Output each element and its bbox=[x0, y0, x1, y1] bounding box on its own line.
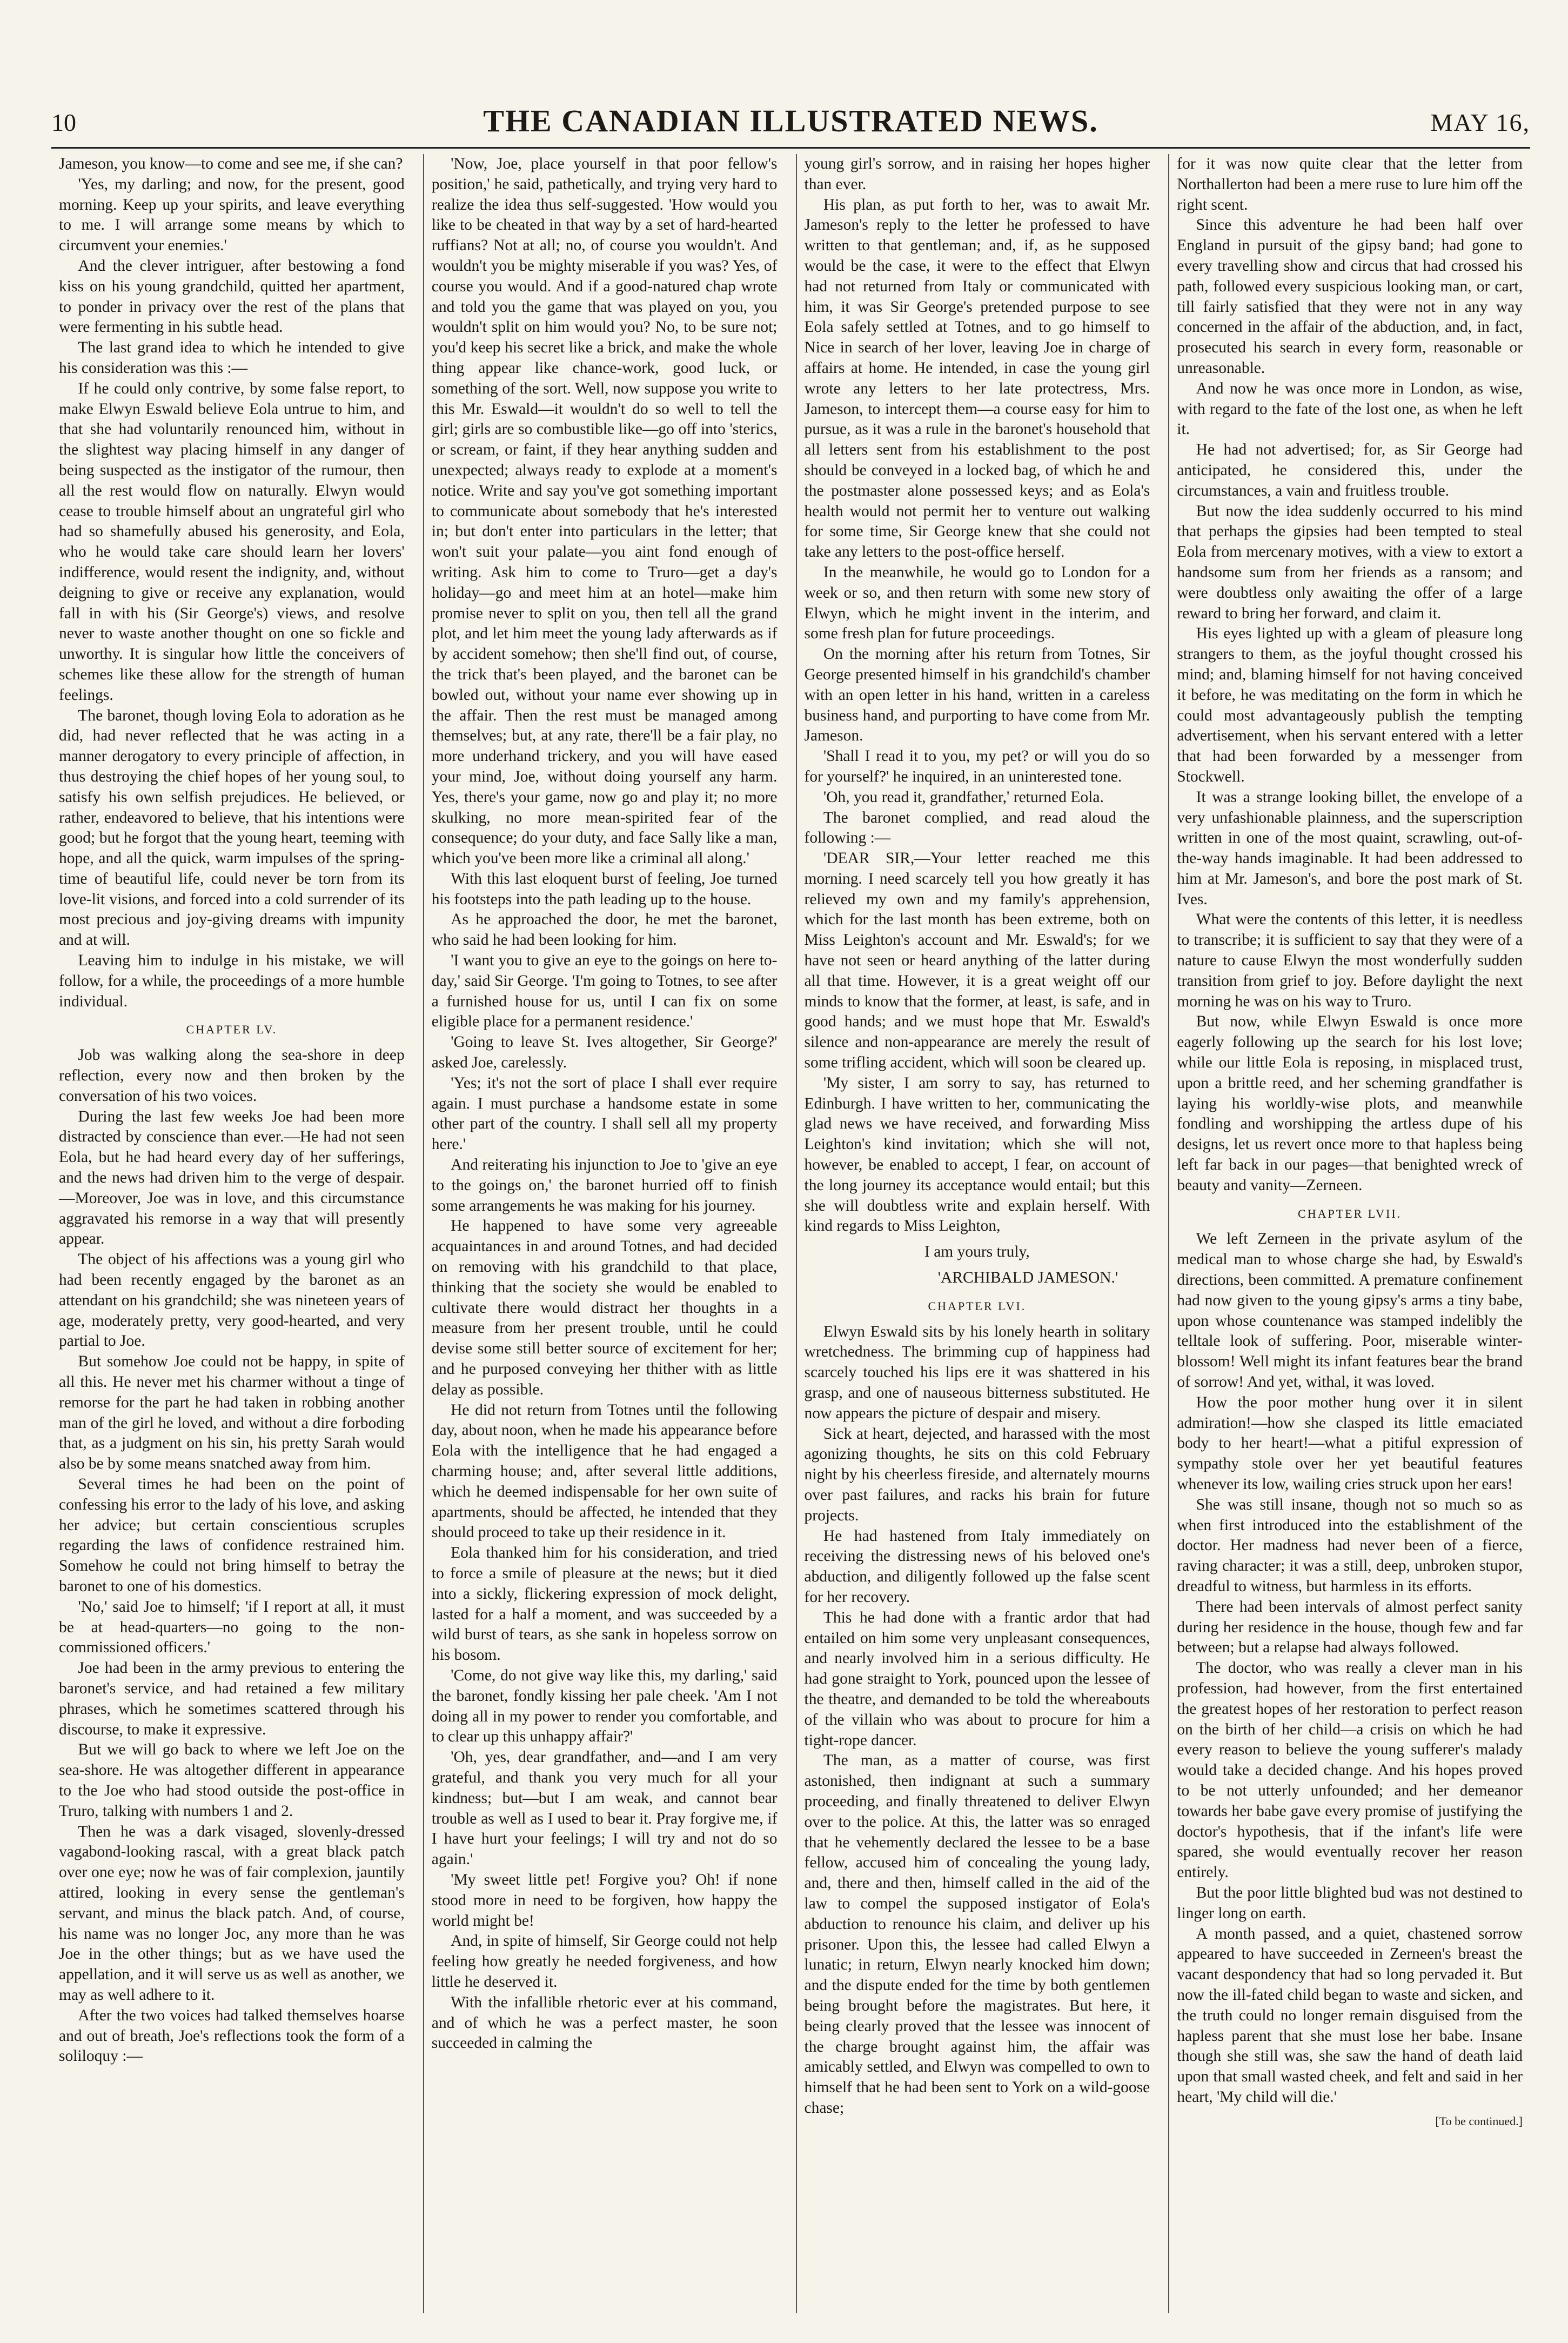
paragraph: 'My sweet little pet! Forgive you? Oh! if none stood more in need to be forgiven, how happy the world might be! bbox=[431, 1871, 778, 1930]
paragraph: His eyes lighted up with a gleam of pleasure long strangers to them, as the joyful thought crossed his mind; and, blaming himself for not having conceived it before, he was meditating on the form in which he could most advantageously publish the tempting advertisement, when his servant entered with a letter that had been forwarded by a messenger from Stockwell. bbox=[1177, 625, 1523, 785]
paragraph: for it was now quite clear that the letter from Northallerton had been a mere ruse to lure him off the right scent. bbox=[1177, 155, 1523, 213]
paragraph: 'Oh, yes, dear grandfather, and—and I am very grateful, and thank you very much for all your kindness; but—but I am weak, and cannot bear trouble as well as I used to bear it. Pray forgive me, if I have hurt your feelings; I will try and not do so again.' bbox=[431, 1748, 778, 1868]
paragraph: He had not advertised; for, as Sir George had anticipated, he considered this, under the circumstances, a vain and fruitless trouble. bbox=[1177, 441, 1523, 499]
paragraph: But somehow Joe could not be happy, in spite of all this. He never met his charmer without a tinge of remorse for the part he had taken in robbing another man of the girl he loved, and without a dire forboding that, as a judgment on his sin, his pretty Sarah would also be by some means snatched away from him. bbox=[59, 1353, 405, 1473]
paragraph: 'I want you to give an eye to the goings on here to-day,' said Sir George. 'I'm going to Totnes, to see after a furnished house for us, until I can fix on some eligible place for a permanent residence.' bbox=[431, 952, 778, 1031]
paragraph: 'Oh, you read it, grandfather,' returned Eola. bbox=[823, 788, 1104, 806]
paragraph: 'My sister, I am sorry to say, has returned to Edinburgh. I have written to her, communicating the glad news we have received, and forwarding Miss Leighton's kind invitation; which she will not, however, be enabled to accept, I fear, on account of the long journey its acceptance would entail; but this she will doubtless write and explain herself. With kind regards to Miss Leighton, bbox=[804, 1074, 1150, 1235]
paragraph: The baronet complied, and read aloud the following :— bbox=[804, 809, 1150, 847]
paragraph: During the last few weeks Joe had been more distracted by conscience than ever.—He had not seen Eola, but he had heard every day of her sufferings, and the news had driven him to the verge of despair.—Moreover, Joe was in love, and this circumstance aggravated his remorse in a way that will presently appear. bbox=[59, 1107, 405, 1248]
continued-note: [To be continued.] bbox=[1435, 2114, 1523, 2128]
paragraph: If he could only contrive, by some false report, to make Elwyn Eswald believe Eola untrue to him, and that she had voluntarily renounced him, without in the slightest way placing himself in any danger of being suspected as the instigator of the rumour, then all the rest would flow on naturally. Elwyn would cease to trouble himself about an ungrateful girl who had so shamefully abused his generosity, and Eola, who he would take care should learn her lovers' indifference, would resent the indignity, and, without deigning to give or receive any explanation, would fall in with his (Sir George's) views, and resolve never to waste another thought on one so fickle and unworthy. It is singular how little the conceivers of schemes like these allow for the strength of human feelings. bbox=[59, 379, 405, 704]
paragraph: But we will go back to where we left Joe on the sea-shore. He was altogether different in appearance to the Joe who had stood outside the post-office in Truro, talking with numbers 1 and 2. bbox=[59, 1741, 405, 1820]
paragraph: Sick at heart, dejected, and harassed with the most agonizing thoughts, he sits on this cold February night by his cheerless fireside, and alternately mourns over past failures, and racks his brain for future projects. bbox=[804, 1425, 1150, 1524]
paragraph: How the poor mother hung over it in silent admiration!—how she clasped its little emaciated body to her heart!—what a pitiful expression of sympathy stole over her yet beautiful features whenever its low, wailing cries struck upon her ears! bbox=[1177, 1393, 1523, 1493]
paragraph: He had hastened from Italy immediately on receiving the distressing news of his beloved one's abduction, and diligently followed up the false scent for her recovery. bbox=[804, 1527, 1150, 1606]
paragraph: What were the contents of this letter, it is needless to transcribe; it is sufficient to say that they were of a nature to cause Elwyn the most wonderfully sudden transition from grief to joy. Before daylight the next morning he was on his way to Truro. bbox=[1177, 911, 1523, 1010]
newspaper-title: THE CANADIAN ILLUSTRATED NEWS. bbox=[483, 103, 1098, 138]
paragraph: 'Going to leave St. Ives altogether, Sir George?' asked Joe, carelessly. bbox=[431, 1033, 778, 1072]
paragraph: A month passed, and a quiet, chastened sorrow appeared to have succeeded in Zerneen's breast the vacant despondency that had so long pervaded it. But now the ill-fated child began to waste and sicken, and the truth could no longer remain disguised from the hapless parent that she must lose her babe. Insane though she still was, she saw the hand of death laid upon that small wasted cheek, and felt and said in her heart, 'My child will die.' bbox=[1177, 1925, 1523, 2106]
paragraph: But now, while Elwyn Eswald is once more eagerly following up the search for his lost love; while our little Eola is reposing, in misplaced trust, upon a brittle reed, and her scheming grandfather is laying his worldly-wise plots, and meanwhile fondling and worshipping the artless dupe of his designs, let us revert once more to that hapless being left far back in our pages—that benighted wreck of beauty and vanity—Zerneen. bbox=[1177, 1013, 1523, 1194]
masthead bbox=[51, 103, 1530, 146]
paragraph: But now the idea suddenly occurred to his mind that perhaps the gipsies had been tempted to steal Eola from mercenary motives, with a view to extort a handsome sum from her friends as a ransom; and were doubtless only awaiting the offer of a large reward to bring her forward, and claim it. bbox=[1177, 502, 1523, 622]
paragraph: There had been intervals of almost perfect sanity during her residence in the house, though few and far between; but a relapse had always followed. bbox=[1177, 1598, 1523, 1657]
paragraph: It was a strange looking billet, the envelope of a very unfashionable plainness, and the superscription written in one of the most quaint, scrawling, out-of-the-way hands imaginable. It had been addressed to him at Mr. Jameson's, and bore the post mark of St. Ives. bbox=[1177, 788, 1523, 908]
paragraph: Joe had been in the army previous to entering the baronet's service, and had retained a few military phrases, which he sometimes scattered through his discourse, to make it expressive. bbox=[59, 1659, 405, 1738]
paragraph: 'Yes; it's not the sort of place I shall ever require again. I must purchase a handsome estate in some other part of the country. I shall sell all my property here.' bbox=[431, 1074, 778, 1153]
paragraph: Then he was a dark visaged, slovenly-dressed vagabond-looking rascal, with a great black patch over one eye; now he was of fair complexion, jauntily attired, looking in every sense the gentleman's servant, and minus the black patch. And, of course, his name was no longer Joc, any more than he was Joe in the other things; but as we have used the appellation, and it will serve us as well as another, we may as well adhere to it. bbox=[59, 1823, 405, 2004]
chapter-heading: CHAPTER LV. bbox=[186, 1023, 278, 1037]
issue-date: MAY 16, bbox=[1430, 109, 1530, 136]
paragraph: And, in spite of himself, Sir George could not help feeling how greatly he needed forgiveness, and how little he deserved it. bbox=[431, 1932, 778, 1991]
paragraph: 'Come, do not give way like this, my darling,' said the baronet, fondly kissing her pale cheek. 'Am I not doing all in my power to render you comfortable, and to clear up this unhappy affair?' bbox=[431, 1666, 778, 1746]
paragraph: We left Zerneen in the private asylum of the medical man to whose charge she had, by Eswald's directions, been committed. A premature confinement had now given to the young gipsy's arms a tiny babe, upon whose countenance was stamped indelibly the telltale look of suffering. Poor, miserable winter-blossom! Well might its infant features bear the brand of sorrow! And yet, withal, it was loved. bbox=[1177, 1230, 1523, 1391]
paragraph: Job was walking along the sea-shore in deep reflection, every now and then broken by the conversation of his two voices. bbox=[59, 1046, 405, 1105]
paragraph: 'DEAR SIR,—Your letter reached me this morning. I need scarcely tell you how greatly it has relieved my own and my family's apprehension, which for the last month has been extreme, both on Miss Leighton's account and Mr. Eswald's; for we have not seen or heard anything of the latter during all that time. However, it is a great weight off our minds to know that the former, at least, is safe, and in good hands; and we must hope that Mr. Eswald's silence and non-appearance are merely the result of some trifling accident, which will soon be cleared up. bbox=[804, 850, 1150, 1072]
paragraph: With the infallible rhetoric ever at his command, and of which he was a perfect master, he soon succeeded in calming the bbox=[431, 1993, 778, 2052]
paragraph: 'Now, Joe, place yourself in that poor fellow's position,' he said, pathetically, and trying very hard to realize the idea thus self-suggested. 'How would you like to be cheated in that way by a set of hard-hearted ruffians? Not at all; no, of course you wouldn't. And wouldn't you be mighty miserable if you was? Yes, of course you would. And if a good-natured chap wrote and told you the game that was played on you, you wouldn't split on him would you? No, to be sure not; you'd keep his secret like a brick, and make the whole thing appear like chance-work, good luck, or something of the sort. Well, now suppose you write to this Mr. Eswald—it wouldn't do so well to tell the girl; girls are so combustible like—go off into 'sterics, or scream, or faint, if they hear anything sudden and unexpected; always ready to explode at a moment's notice. Write and say you've got something important to communicate about somebody that he's interested in; but don't enter into particulars in the letter; that won't suit your palate—you aint fond enough of writing. Ask him to come to Truro—get a day's holiday—go and meet him at an hotel—make him promise never to split on you, then tell all the grand plot, and let him meet the young lady afterwards as if by accident somehow; then she'll find out, of course, the trick that's been played, and the baronet can be bowled out, without your name ever showing up in the affair. Then the rest must be managed among themselves; but, at any rate, there'll be a fair play, no more underhand trickery, and you will have eased your mind, Joe, without doing yourself any harm. Yes, there's your game, now go and play it; no more skulking, no more mean-spirited fear of the consequence; do your duty, and face Sally like a man, which you've been more like a criminal all along.' bbox=[431, 155, 778, 867]
column-4 bbox=[1168, 154, 1530, 2313]
paragraph: In the meanwhile, he would go to London for a week or so, and then return with some new story of Elwyn, which he might invent in the interim, and some fresh plan for future proceedings. bbox=[804, 563, 1150, 643]
chapter-heading: CHAPTER LVI. bbox=[928, 1299, 1027, 1313]
paragraph: And now he was once more in London, as wise, with regard to the fate of the lost one, as when he left it. bbox=[1177, 379, 1523, 438]
paragraph: He happened to have some very agreeable acquaintances in and around Totnes, and had decided on removing with his grandchild to that place, thinking that the society she would be enabled to cultivate there would distract her thoughts in a measure from her present trouble, until he could devise some still better source of excitement for her; and he purposed conveying her thither with as little delay as possible. bbox=[431, 1217, 778, 1398]
chapter-heading: CHAPTER LVII. bbox=[1298, 1206, 1402, 1220]
paragraph: Several times he had been on the point of confessing his error to the lady of his love, and asking her advice; but certain conscientious scruples regarding the laws of confidence restrained him. Somehow he could not bring himself to betray the baronet to one of his domestics. bbox=[59, 1476, 405, 1595]
paragraph: After the two voices had talked themselves hoarse and out of breath, Joe's reflections took the form of a soliloquy :— bbox=[59, 2006, 405, 2065]
letter-signature: 'ARCHIBALD JAMESON.' bbox=[937, 1269, 1118, 1287]
column-2 bbox=[423, 154, 785, 2313]
column-3 bbox=[796, 154, 1158, 2313]
paragraph: The doctor, who was really a clever man in his profession, had however, from the first entertained the greatest hopes of her restoration to perfect reason on the birth of her child—a crisis on which he had every reason to believe the young sufferer's malady would take a decided change. And his hopes proved to be not utterly unfounded; and her demeanor towards her babe gave every promise of justifying the doctor's hypothesis, that if the infant's life were spared, she would eventually recover her reason entirely. bbox=[1177, 1659, 1523, 1881]
paragraph: Elwyn Eswald sits by his lonely hearth in solitary wretchedness. The brimming cup of happiness had scarcely touched his lips ere it was shattered in his grasp, and one of nauseous bitterness substituted. He now appears the picture of despair and misery. bbox=[804, 1323, 1150, 1422]
paragraph: The man, as a matter of course, was first astonished, then indignant at such a summary proceeding, and finally threatened to deliver Elwyn over to the police. At this, the latter was so enraged that he vehemently declared the lessee to be a base fellow, accused him of concealing the young lady, and, there and then, himself called in the aid of the law to compel the supposed instigator of Eola's abduction to renounce his claim, and deliver up his prisoner. Upon this, the lessee had called Elwyn a lunatic; in return, Elwyn nearly knocked him down; and the dispute ended for the time by both gentlemen being brought before the magistrates. But here, it being clearly proved that the lessee was innocent of the charge brought against him, the affair was amicably settled, and Elwyn was compelled to own to himself that he had been sent to York on a wild-goose chase; bbox=[804, 1752, 1150, 2117]
paragraph: But the poor little blighted bud was not destined to linger long on earth. bbox=[1177, 1884, 1523, 1922]
header-rule bbox=[51, 147, 1530, 149]
paragraph: Leaving him to indulge in his mistake, we will follow, for a while, the proceedings of a more humble individual. bbox=[59, 952, 405, 1010]
paragraph: 'Yes, my darling; and now, for the present, good morning. Keep up your spirits, and leave everything to me. I will arrange some means by which to circumvent your enemies.' bbox=[59, 175, 405, 255]
letter-closing: I am yours truly, bbox=[924, 1243, 1030, 1261]
paragraph: His plan, as put forth to her, was to await Mr. Jameson's reply to the letter he professed to have written to that gentleman; and, if, as he supposed would be the case, it were to the effect that Elwyn had not returned from Italy or communicated with him, it was Sir George's pretended purpose to see Eola safely settled at Totnes, and to go himself to Nice in search of her lover, leaving Joe in charge of affairs at home. He intended, in case the young girl wrote any letters to her late protectress, Mrs. Jameson, to intercept them—a course easy for him to pursue, as it was a rule in the baronet's household that all letters sent from his establishment to the post should be conveyed in a locked bag, of which he and the postmaster alone possessed keys; and as Eola's health would not permit her to venture out walking for some time, Sir George knew that she could not take any letters to the post-office herself. bbox=[804, 196, 1150, 561]
paragraph: He did not return from Totnes until the following day, about noon, when he made his appearance before Eola with the intelligence that he had engaged a charming house; and, after several little additions, which he deemed indispensable for her own suite of apartments, should be affected, he intended that they should proceed to take up their residence in it. bbox=[431, 1401, 778, 1541]
paragraph: And reiterating his injunction to Joe to 'give an eye to the goings on,' the baronet hurried off to finish some arrangements he was making for his journey. bbox=[431, 1156, 778, 1214]
article-columns bbox=[51, 154, 1530, 2313]
paragraph: And the clever intriguer, after bestowing a fond kiss on his young grandchild, quitted her apartment, to ponder in privacy over the rest of the plans that were fermenting in his subtle head. bbox=[59, 257, 405, 336]
paragraph: 'No,' said Joe to himself; 'if I report at all, it must be at head-quarters—no going to the non-commissioned officers.' bbox=[59, 1598, 405, 1657]
paragraph: The object of his affections was a young girl who had been recently engaged by the baronet as an attendant on his grandchild; she was nineteen years of age, moderately pretty, very good-hearted, and very partial to Joe. bbox=[59, 1251, 405, 1350]
paragraph: On the morning after his return from Totnes, Sir George presented himself in his grandchild's chamber with an open letter in his hand, written in a careless business hand, and purporting to have come from Mr. Jameson. bbox=[804, 645, 1150, 745]
paragraph: Since this adventure he had been half over England in pursuit of the gipsy band; had gone to every travelling show and circus that had crossed his path, followed every suspicious looking man, or cart, till fairly satisfied that they were not in any way concerned in the affair of the abduction, and, in fact, prosecuted his search in every form, reasonable or unreasonable. bbox=[1177, 216, 1523, 377]
paragraph: The baronet, though loving Eola to adoration as he did, had never reflected that he was acting in a manner derogatory to every principle of affection, in thus destroying the chief hopes of her young soul, to satisfy his own selfish prejudices. He believed, or rather, endeavored to believe, that his intentions were good; but he forgot that the young heart, teeming with hope, and all the quick, warm impulses of the spring-time of beautiful life, could never be torn from its love-lit visions, and forced into a cold surrender of its most precious and joy-giving dreams with impunity and at will. bbox=[59, 706, 405, 949]
page-number: 10 bbox=[51, 109, 76, 136]
paragraph: Eola thanked him for his consideration, and tried to force a smile of pleasure at the news; but it died into a sickly, flickering expression of mock delight, lasted for a half a moment, and was succeeded by a wild burst of tears, as she sank in hopeless sorrow on his bosom. bbox=[431, 1544, 778, 1664]
paragraph: Jameson, you know—to come and see me, if she can? bbox=[59, 155, 403, 172]
paragraph: With this last eloquent burst of feeling, Joe turned his footsteps into the path leading up to the house. bbox=[431, 870, 778, 908]
column-1 bbox=[51, 154, 412, 2313]
paragraph: She was still insane, though not so much so as when first introduced into the establishment of the doctor. Her madness had never been of a fierce, raving character; it was a still, deep, unbroken stupor, dreadful to witness, but harmless in its efforts. bbox=[1177, 1496, 1523, 1595]
paragraph: This he had done with a frantic ardor that had entailed on him some very unpleasant consequences, and nearly involved him in a serious difficulty. He had gone straight to York, pounced upon the lessee of the theatre, and demanded to be told the whereabouts of the villain who was about to procure for him a tight-rope dancer. bbox=[804, 1608, 1150, 1749]
paragraph: The last grand idea to which he intended to give his consideration was this :— bbox=[59, 339, 405, 377]
paragraph: young girl's sorrow, and in raising her hopes higher than ever. bbox=[804, 155, 1150, 193]
paragraph: As he approached the door, he met the baronet, who said he had been looking for him. bbox=[431, 911, 778, 949]
paragraph: 'Shall I read it to you, my pet? or will you do so for yourself?' he inquired, in an uninterested tone. bbox=[804, 747, 1150, 785]
